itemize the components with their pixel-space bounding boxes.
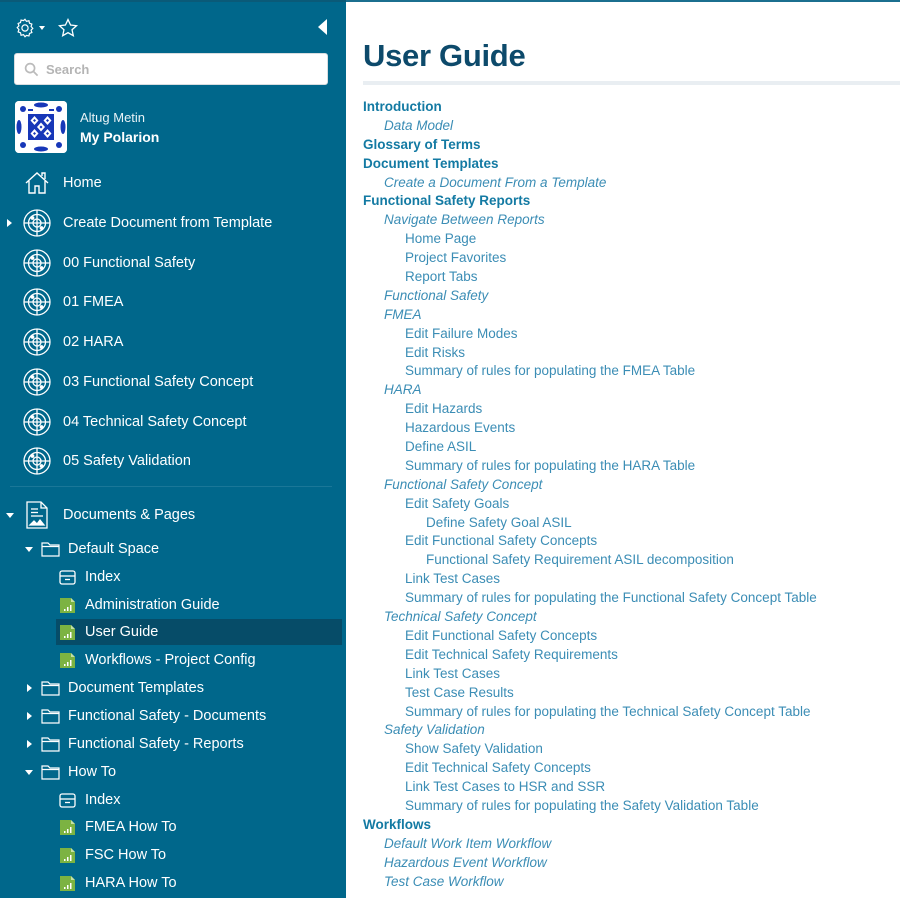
toc-link[interactable]: Safety Validation [384, 722, 485, 738]
tree-item-how-to-index[interactable]: Index [59, 787, 120, 813]
tree-item-workflows-project-config[interactable]: Workflows - Project Config [59, 647, 256, 673]
toc-link[interactable]: Summary of rules for populating the Functional Safety Concept Table [405, 590, 817, 606]
expand-arrow-icon[interactable] [27, 740, 32, 748]
target-icon [22, 248, 52, 278]
sidebar-divider [10, 486, 332, 487]
target-icon [22, 287, 52, 317]
document-icon [24, 500, 50, 530]
toc-link[interactable]: Test Case Results [405, 684, 514, 700]
user-profile[interactable] [15, 101, 159, 153]
toc-link[interactable]: Default Work Item Workflow [384, 835, 552, 851]
sidebar-top-border [0, 0, 346, 2]
nav-item-00-functional-safety[interactable]: 00 Functional Safety [0, 245, 346, 281]
my-polarion-link[interactable]: My Polarion [80, 128, 160, 145]
home-icon [22, 168, 52, 198]
toc-link[interactable]: Functional Safety Requirement ASIL decomposition [426, 552, 734, 568]
toc-link[interactable]: Edit Hazards [405, 401, 483, 417]
title-divider [363, 81, 900, 85]
nav-item-create-document-from-template[interactable]: Create Document from Template [0, 205, 346, 241]
report-page-icon [59, 847, 76, 864]
expand-arrow-icon[interactable] [27, 684, 32, 692]
tree-folder-document-templates[interactable]: Document Templates [25, 675, 204, 701]
settings-dropdown-caret-icon[interactable] [39, 26, 45, 30]
nav-item-04-technical-safety-concept[interactable]: 04 Technical Safety Concept [0, 404, 346, 440]
nav-item-home[interactable]: Home [0, 165, 346, 201]
toc-link[interactable]: Edit Risks [405, 344, 466, 360]
toc-link[interactable]: Define ASIL [405, 439, 477, 455]
folder-icon [41, 765, 60, 780]
tree-folder-default-space[interactable]: Default Space [25, 536, 159, 562]
star-icon[interactable] [57, 17, 79, 39]
toc-link[interactable]: Link Test Cases to HSR and SSR [405, 779, 606, 795]
tree-folder-functional-safety-documents[interactable]: Functional Safety - Documents [25, 703, 266, 729]
toc-link[interactable]: Create a Document From a Template [384, 174, 607, 190]
collapse-sidebar-icon[interactable] [318, 19, 327, 35]
toc-link[interactable]: Document Templates [363, 155, 499, 171]
toc-link[interactable]: Link Test Cases [405, 571, 501, 587]
toc-link[interactable]: Functional Safety Reports [363, 193, 531, 209]
avatar[interactable] [15, 101, 67, 153]
collapse-arrow-icon[interactable] [25, 770, 33, 775]
report-page-icon [59, 875, 76, 892]
toc-link[interactable]: Edit Technical Safety Requirements [405, 646, 618, 662]
report-page-icon [59, 819, 76, 836]
toc-link[interactable]: Define Safety Goal ASIL [426, 514, 572, 530]
toc-link[interactable]: Report Tabs [405, 269, 478, 285]
collapse-arrow-icon[interactable] [25, 547, 33, 552]
toc-link[interactable]: Summary of rules for populating the Safety Validation Table [405, 797, 759, 813]
toc-link[interactable]: Edit Failure Modes [405, 325, 518, 341]
toc-link[interactable]: FMEA [384, 306, 422, 322]
target-icon [22, 208, 52, 238]
toc-link[interactable]: Introduction [363, 99, 442, 114]
report-page-icon [59, 652, 76, 669]
target-icon [22, 407, 52, 437]
tree-item-administration-guide[interactable]: Administration Guide [59, 592, 220, 618]
nav-item-02-hara[interactable]: 02 HARA [0, 324, 346, 360]
gear-icon[interactable] [14, 17, 36, 39]
toc-link[interactable]: Test Case Workflow [384, 873, 504, 889]
toc-link[interactable]: Data Model [384, 117, 454, 133]
collapse-arrow-icon[interactable] [6, 513, 14, 518]
user-name: Altug Metin [80, 109, 146, 125]
toc-link[interactable]: Summary of rules for populating the FMEA Table [405, 363, 696, 379]
toc-link[interactable]: HARA [384, 382, 422, 398]
toc-link[interactable]: Functional Safety [384, 287, 489, 303]
search-box[interactable] [14, 53, 328, 85]
folder-icon [41, 681, 60, 696]
toc-link[interactable]: Hazardous Events [405, 420, 516, 436]
tree-folder-how-to[interactable]: How To [25, 759, 116, 785]
tree-item-hara-how-to[interactable]: HARA How To [59, 870, 177, 896]
toc-link[interactable]: Home Page [405, 231, 477, 247]
toc-link[interactable]: Edit Functional Safety Concepts [405, 533, 598, 549]
index-icon [59, 569, 76, 586]
nav-item-01-fmea[interactable]: 01 FMEA [0, 284, 346, 320]
search-icon [24, 62, 39, 77]
search-input[interactable] [46, 62, 316, 77]
nav-item-documents-and-pages[interactable]: Documents & Pages [0, 497, 346, 533]
tree-item-index[interactable]: Index [59, 564, 120, 590]
folder-icon [41, 542, 60, 557]
tree-item-user-guide[interactable]: User Guide [56, 619, 342, 645]
tree-folder-functional-safety-reports[interactable]: Functional Safety - Reports [25, 731, 244, 757]
target-icon [22, 367, 52, 397]
toc-link[interactable]: Project Favorites [405, 250, 507, 266]
toc-link[interactable]: Technical Safety Concept [384, 609, 537, 625]
page-title: User Guide [363, 38, 526, 73]
toc-link[interactable]: Show Safety Validation [405, 741, 543, 757]
sidebar-toolbar [14, 16, 79, 40]
expand-arrow-icon[interactable] [27, 712, 32, 720]
toc-link[interactable]: Glossary of Terms [363, 136, 481, 152]
toc-link[interactable]: Summary of rules for populating the Technical Safety Concept Table [405, 703, 811, 719]
index-icon [59, 792, 76, 809]
toc-link[interactable]: Link Test Cases [405, 665, 501, 681]
toc-link[interactable]: Edit Functional Safety Concepts [405, 627, 598, 643]
toc-link[interactable]: Edit Safety Goals [405, 495, 510, 511]
tree-item-fmea-how-to[interactable]: FMEA How To [59, 814, 177, 840]
toc-link[interactable]: Summary of rules for populating the HARA Table [405, 457, 696, 473]
toc-link[interactable]: Edit Technical Safety Concepts [405, 760, 591, 776]
toc-link[interactable]: Navigate Between Reports [384, 212, 545, 228]
target-icon [22, 446, 52, 476]
toc-link[interactable]: Hazardous Event Workflow [384, 854, 547, 870]
expand-arrow-icon[interactable] [7, 219, 12, 227]
report-page-icon [59, 624, 76, 641]
target-icon [22, 327, 52, 357]
toc-link[interactable]: Functional Safety Concept [384, 476, 543, 492]
folder-icon [41, 737, 60, 752]
main-content [346, 0, 900, 898]
report-page-icon [59, 597, 76, 614]
toc-link[interactable]: Workflows [363, 816, 432, 832]
nav-item-05-safety-validation[interactable]: 05 Safety Validation [0, 443, 346, 479]
nav-item-03-functional-safety-concept[interactable]: 03 Functional Safety Concept [0, 364, 346, 400]
folder-icon [41, 709, 60, 724]
table-of-contents [363, 98, 817, 891]
tree-item-fsc-how-to[interactable]: FSC How To [59, 842, 166, 868]
sidebar [0, 0, 346, 898]
